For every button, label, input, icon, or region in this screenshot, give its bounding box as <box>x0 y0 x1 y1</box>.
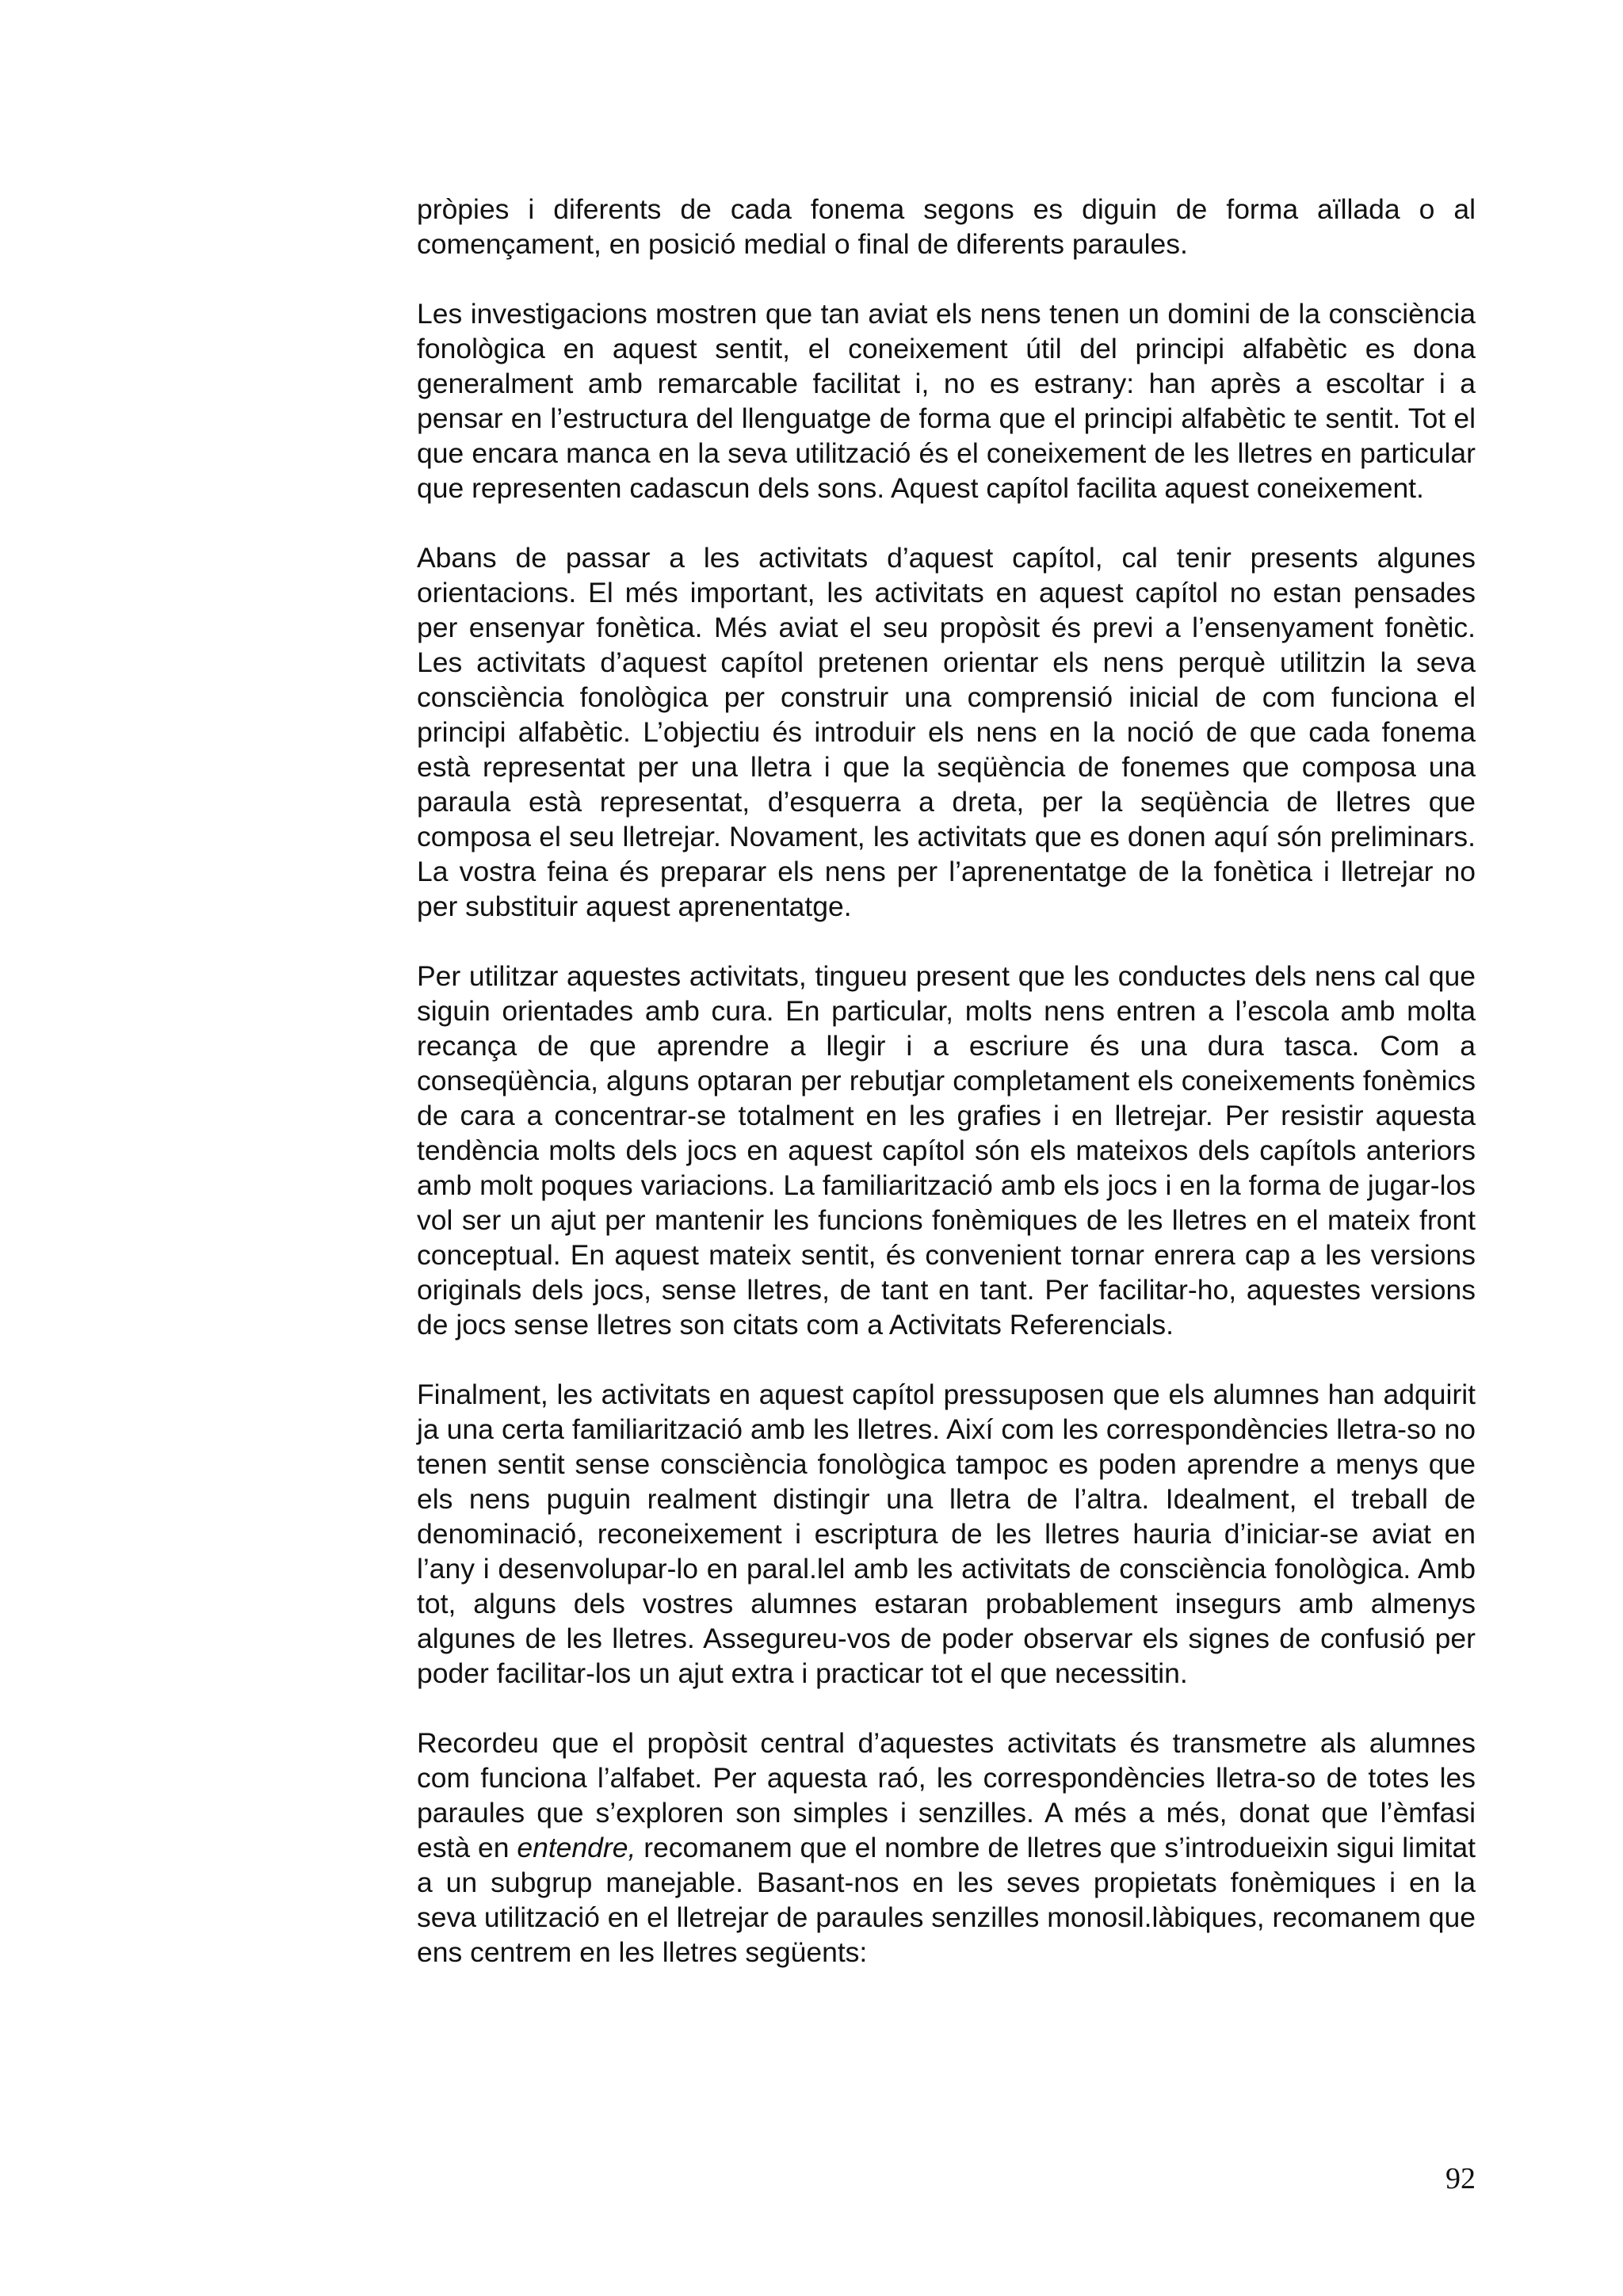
paragraph-6-text-end: recomanem que el nombre de lletres que s’introdueixin sigui limitat a un subgrup manejable. Basant-nos en les seves propietats fonèmiques i en la seva utilització en el lletrejar de paraules senzilles monosil.làbiques, recomanem que ens centrem en les lletres següents: <box>417 1832 1476 1968</box>
page-number: 92 <box>1445 2162 1476 2195</box>
paragraph-6 <box>417 1726 1476 1970</box>
paragraph-6-text-start: Recordeu que el propòsit central d’aquestes activitats és transmetre als alumnes com funciona l’alfabet. Per aquesta raó, les correspondències lletra-so de totes les paraules que s’exploren son simples i senzilles. A més a més, donat que l’èmfasi està en <box>417 1727 1476 1863</box>
paragraph-2: Les investigacions mostren que tan aviat els nens tenen un domini de la consciència fonològica en aquest sentit, el coneixement útil del principi alfabètic es dona generalment amb remarcable facilitat i, no es estrany: han après a escoltar i a pensar en l’estructura del llenguatge de forma que el principi alfabètic te sentit. Tot el que encara manca en la seva utilització és el coneixement de les lletres en particular que representen cadascun dels sons. Aquest capítol facilita aquest coneixement. <box>417 298 1476 504</box>
body-text <box>417 192 1476 1970</box>
paragraph-4: Per utilitzar aquestes activitats, tingueu present que les conductes dels nens cal que siguin orientades amb cura. En particular, molts nens entren a l’escola amb molta recança de que aprendre a llegir i a escriure és una dura tasca. Com a conseqüència, alguns optaran per rebutjar completament els coneixements fonèmics de cara a concentrar-se totalment en les grafies i en lletrejar. Per resistir aquesta tendència molts dels jocs en aquest capítol són els mateixos dels capítols anteriors amb molt poques variacions. La familiarització amb els jocs i en la forma de jugar-los vol ser un ajut per mantenir les funcions fonèmiques de les lletres en el mateix front conceptual. En aquest mateix sentit, és convenient tornar enrera cap a les versions originals dels jocs, sense lletres, de tant en tant. Per facilitar-ho, aquestes versions de jocs sense lletres son citats com a Activitats Referencials. <box>417 960 1476 1341</box>
paragraph-5: Finalment, les activitats en aquest capítol pressuposen que els alumnes han adquirit ja una certa familiarització amb les lletres. Així com les correspondències lletra-so no tenen sentit sense consciència fonològica tampoc es poden aprendre a menys que els nens puguin realment distingir una lletra de l’altra. Idealment, el treball de denominació, reconeixement i escriptura de les lletres hauria d’iniciar-se aviat en l’any i desenvolupar-lo en paral.lel amb les activitats de consciència fonològica. Amb tot, alguns dels vostres alumnes estaran probablement insegurs amb almenys algunes de les lletres. Assegureu-vos de poder observar els signes de confusió per poder facilitar-los un ajut extra i practicar tot el que necessitin. <box>417 1379 1476 1689</box>
paragraph-3: Abans de passar a les activitats d’aquest capítol, cal tenir presents algunes orientacions. El més important, les activitats en aquest capítol no estan pensades per ensenyar fonètica. Més aviat el seu propòsit és previ a l’ensenyament fonètic. Les activitats d’aquest capítol pretenen orientar els nens perquè utilitzin la seva consciència fonològica per construir una comprensió inicial de com funciona el principi alfabètic. L’objectiu és introduir els nens en la noció de que cada fonema està representat per una lletra i que la seqüència de fonemes que composa una paraula està representat, d’esquerra a dreta, per la seqüència de lletres que composa el seu lletrejar. Novament, les activitats que es donen aquí són preliminars. La vostra feina és preparar els nens per l’aprenentatge de la fonètica i lletrejar no per substituir aquest aprenentatge. <box>417 542 1476 922</box>
emphasized-word: entendre, <box>517 1832 636 1863</box>
paragraph-1: pròpies i diferents de cada fonema segons es diguin de forma aïllada o al començament, en posició medial o final de diferents paraules. <box>417 193 1476 260</box>
